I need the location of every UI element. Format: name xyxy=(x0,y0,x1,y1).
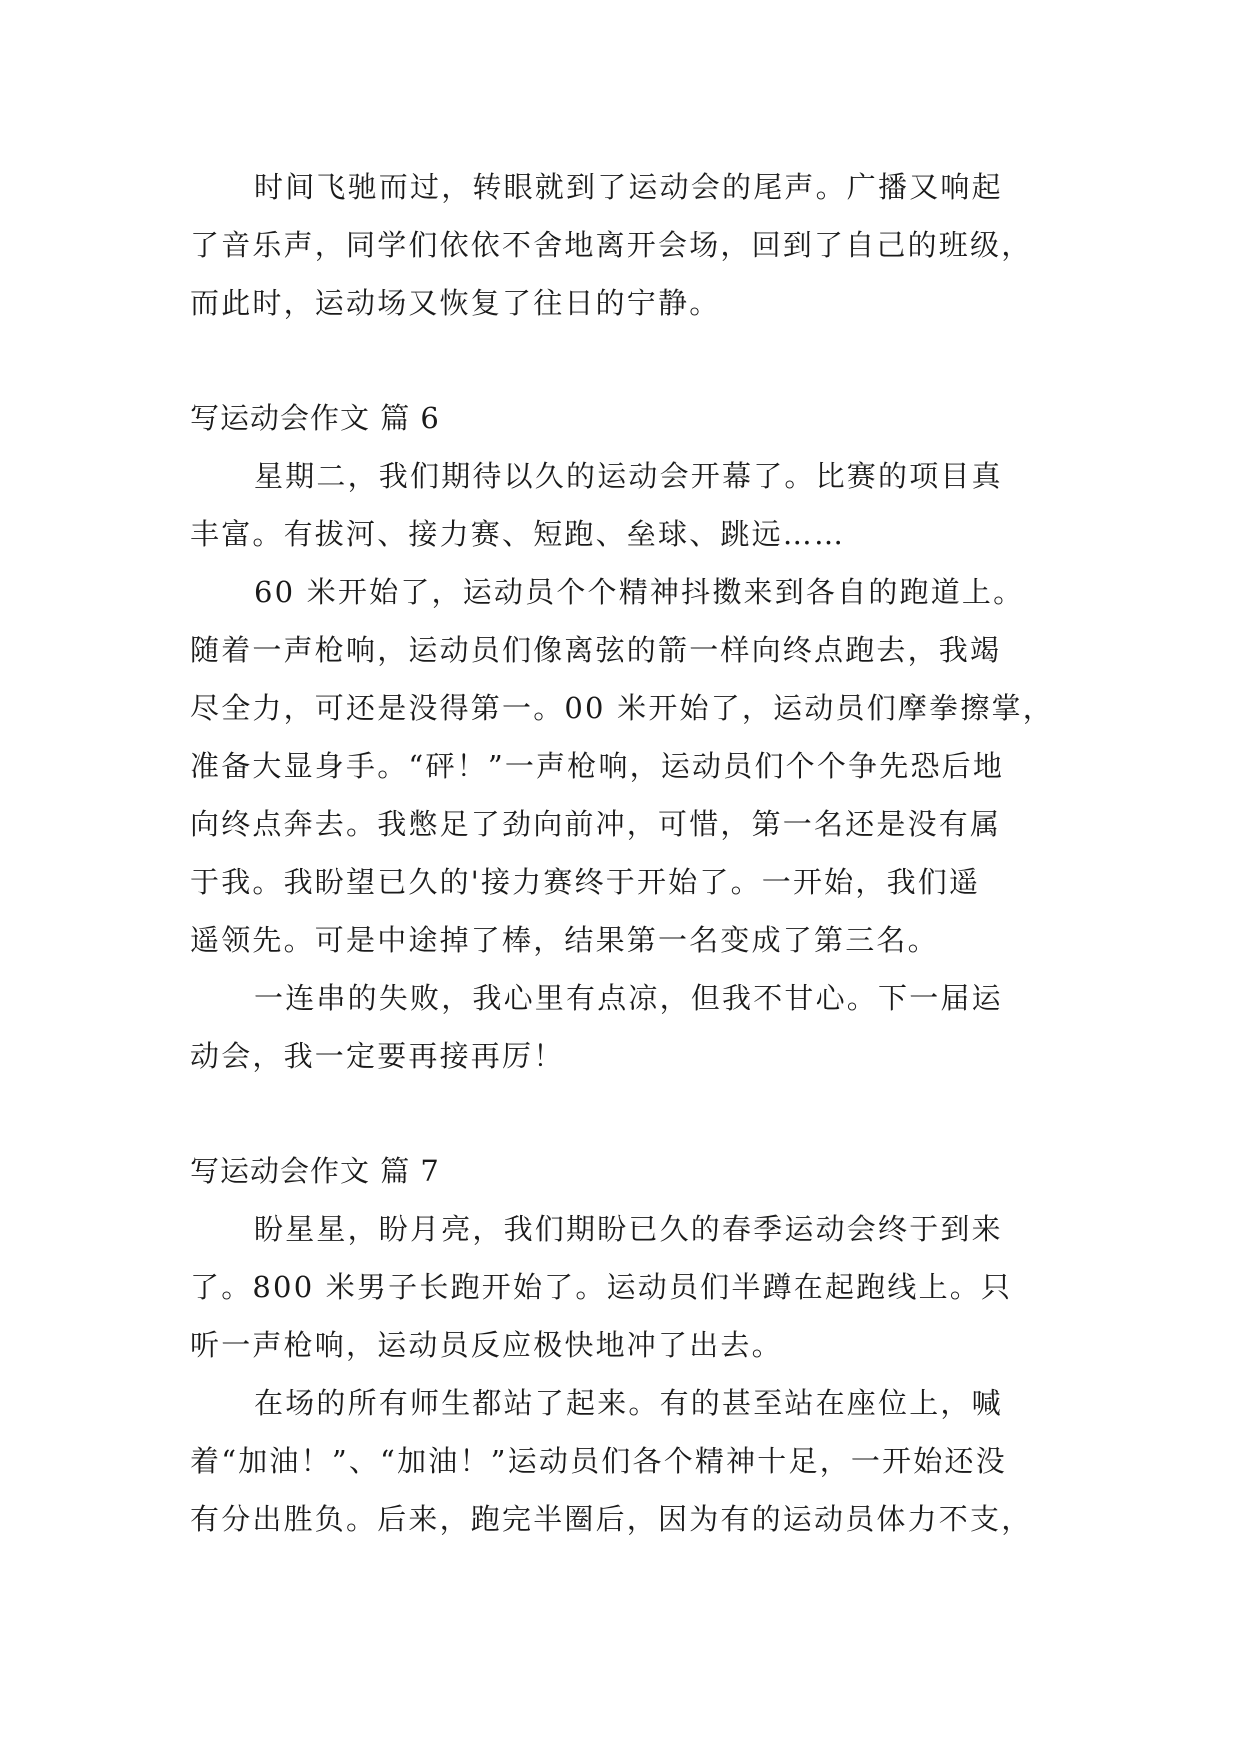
text-line: 有分出胜负。后来，跑完半圈后，因为有的运动员体力不支， xyxy=(190,1502,1033,1536)
text-line: 一连串的失败，我心里有点凉，但我不甘心。下一届运 xyxy=(254,981,1003,1015)
text-line: 尽全力，可还是没得第一。00 米开始了，运动员们摩拳擦掌， xyxy=(190,691,1054,725)
text-line: 60 米开始了，运动员个个精神抖擞来到各自的跑道上。 xyxy=(254,575,1025,609)
text-line: 丰富。有拔河、接力赛、短跑、垒球、跳远…… xyxy=(190,517,846,551)
text-line: 而此时，运动场又恢复了往日的宁静。 xyxy=(190,286,721,320)
section-heading: 写运动会作文 篇 7 xyxy=(190,1154,440,1188)
text-line: 听一声枪响，运动员反应极快地冲了出去。 xyxy=(190,1328,783,1362)
text-line: 时间飞驰而过，转眼就到了运动会的尾声。广播又响起 xyxy=(254,170,1003,204)
text-line: 向终点奔去。我憋足了劲向前冲，可惜，第一名还是没有属 xyxy=(190,807,1002,841)
text-line: 在场的所有师生都站了起来。有的甚至站在座位上，喊 xyxy=(254,1386,1003,1420)
text-line: 准备大显身手。“砰！”一声枪响，运动员们个个争先恐后地 xyxy=(190,749,1005,783)
text-line: 星期二，我们期待以久的运动会开幕了。比赛的项目真 xyxy=(254,459,1003,493)
text-line: 了音乐声，同学们依依不舍地离开会场，回到了自己的班级， xyxy=(190,228,1033,262)
text-line: 盼星星，盼月亮，我们期盼已久的春季运动会终于到来 xyxy=(254,1212,1003,1246)
text-line: 着“加油！”、“加油！”运动员们各个精神十足，一开始还没 xyxy=(190,1444,1007,1478)
text-line: 遥领先。可是中途掉了棒，结果第一名变成了第三名。 xyxy=(190,923,939,957)
text-line: 于我。我盼望已久的'接力赛终于开始了。一开始，我们遥 xyxy=(190,865,981,899)
section-heading: 写运动会作文 篇 6 xyxy=(190,401,440,435)
text-line: 动会，我一定要再接再厉！ xyxy=(190,1039,565,1073)
text-line: 了。800 米男子长跑开始了。运动员们半蹲在起跑线上。只 xyxy=(190,1270,1013,1304)
text-line: 随着一声枪响，运动员们像离弦的箭一样向终点跑去，我竭 xyxy=(190,633,1002,667)
